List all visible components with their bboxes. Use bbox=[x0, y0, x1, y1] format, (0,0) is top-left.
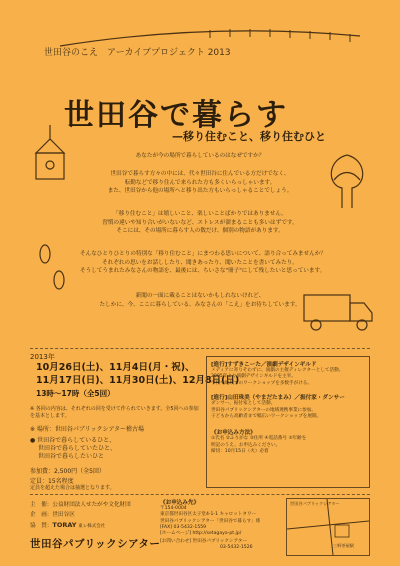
project-series: 世田谷のこえ アーカイブプロジェクト 2013 bbox=[44, 48, 231, 58]
leader-2-bio: ダンサー、振付家として活動。 世田谷パブリックシアターの地域連携事業に参加。 子どもから高齢者まで幅広いワークショップを展開。 bbox=[211, 401, 322, 420]
schedule-year: 2013年 bbox=[30, 353, 55, 361]
rail-line-decoration bbox=[60, 28, 360, 50]
map-station-label: 三軒茶屋駅 bbox=[333, 543, 354, 548]
map-drawing bbox=[287, 499, 369, 555]
toray-logo: TORAY bbox=[52, 521, 77, 529]
footer-divider bbox=[30, 494, 370, 495]
capacity-note: 定員を超えた場合は抽選となります。 bbox=[30, 485, 115, 491]
intro-paragraph-4: 新聞の一面に載ることはないかもしれないけれど、 たしかに、今、ここに暮らしている、みなさんの「こえ」をお待ちしています。 bbox=[99, 293, 301, 308]
fee: 参加費：2,500円（全5回） bbox=[30, 468, 105, 475]
capacity: 定員：15名程度 bbox=[30, 478, 74, 485]
schedule-note: ※ 各回の内容は、それぞれの回を受けて作られていきます。全5回への参加を基本とします。 bbox=[30, 406, 199, 419]
page-subtitle: —移り住むこと、移り住むひと bbox=[172, 130, 326, 143]
intro-paragraph-1: 世田谷で暮らす方々の中には、代々世田谷に住んでいる方だけでなく、 転勤などで移り住んで来られた方も多くいらっしゃいます。 また、世田谷から他の場所へと移り出た方もいらっしゃることでしょう。 bbox=[107, 171, 293, 195]
target-audience: ● 世田谷で暮らしているひと、 世田谷で暮らしていたひと、 世田谷で暮らしたいひと bbox=[30, 437, 117, 460]
footprints-icon bbox=[35, 240, 70, 300]
schedule-dates: 10月26日(土)、11月4日(月・祝)、 11月17日(日)、11月30日(土)、12月8日(日) 13時〜17時（全5回） bbox=[36, 362, 240, 398]
intro-paragraph-2: 「移り住むこと」は嬉しいこと、楽しいことばかりではありません。 習慣の違いや知り合いがいないなど、ストレスが溜まることも多いはずです。 そこには、その場所に暮らす人の数だけ、個別の物語があります。 bbox=[102, 211, 298, 235]
ceiling-lamp-icon bbox=[30, 125, 70, 185]
map-venue-label: 世田谷パブリックシアター bbox=[290, 501, 340, 506]
intro-paragraph-3: そんなひとりひとりの特別な「移り住むこと」にまつわる思いについて、語り合ってみませんか？ それぞれの思いをお話ししたり、聞きあったり、聞いたことを書いてみたり。 そうしてうまれたみなさんの物語を、最後には、ちいさな"冊子"にして残したいと思っています。 bbox=[80, 251, 326, 275]
intro-question: あなたが今の場所で暮らしているのはなぜですか？ bbox=[135, 153, 265, 159]
homepage-link[interactable]: [ホームページ] http://setagaya-pt.jp/ bbox=[160, 531, 242, 537]
theatre-logo: 世田谷パブリックシアター bbox=[30, 538, 161, 550]
apply-method-title: 《お申込み方法》 bbox=[211, 430, 256, 437]
tree-icon bbox=[322, 150, 372, 210]
access-map bbox=[286, 498, 370, 556]
contact-block: 《お申込み先》 〒154-0004 東京都世田谷区太子堂4-1-1 キャロットタワー 世田谷パブリックシアター「世田谷で暮らす」係 [FAX] 03-5432-1559 [ホームページ] http://setagaya-pt.jp/ [お問い合わせ] 世田谷パブリックシアター 03-5432-1526 bbox=[160, 500, 261, 551]
leaders-box bbox=[206, 356, 370, 488]
leader-1-title: [進行]すずきこーた／演劇デザインギルド bbox=[211, 362, 317, 368]
apply-method-body: ①氏名 ②ふりがな ③住所 ④電話番号 ⑤年齢を 明記のうえ、お申込みください。 締切：10月15日（火）必着 bbox=[211, 436, 307, 455]
credits: 主 催：公益財団法人せたがや文化財団 企 画：世田谷区 協 賛：TORAY 東レ株式会社 bbox=[30, 502, 131, 529]
leader-1-bio: メディアに寄りそわずに、演劇の主催ディレクターとして活動。 2005年より演劇デザインギルドを主宰。 学校や地域でのワークショップを多数手がける。 bbox=[211, 368, 344, 386]
section-divider bbox=[30, 348, 370, 349]
page-title: 世田谷で暮らす bbox=[64, 98, 288, 133]
venue: ※ 場所：世田谷パブリックシアター稽古場 bbox=[30, 426, 145, 433]
leader-2-title: [進行]山田珠美（やまだたまみ）／振付家・ダンサー bbox=[211, 395, 345, 402]
